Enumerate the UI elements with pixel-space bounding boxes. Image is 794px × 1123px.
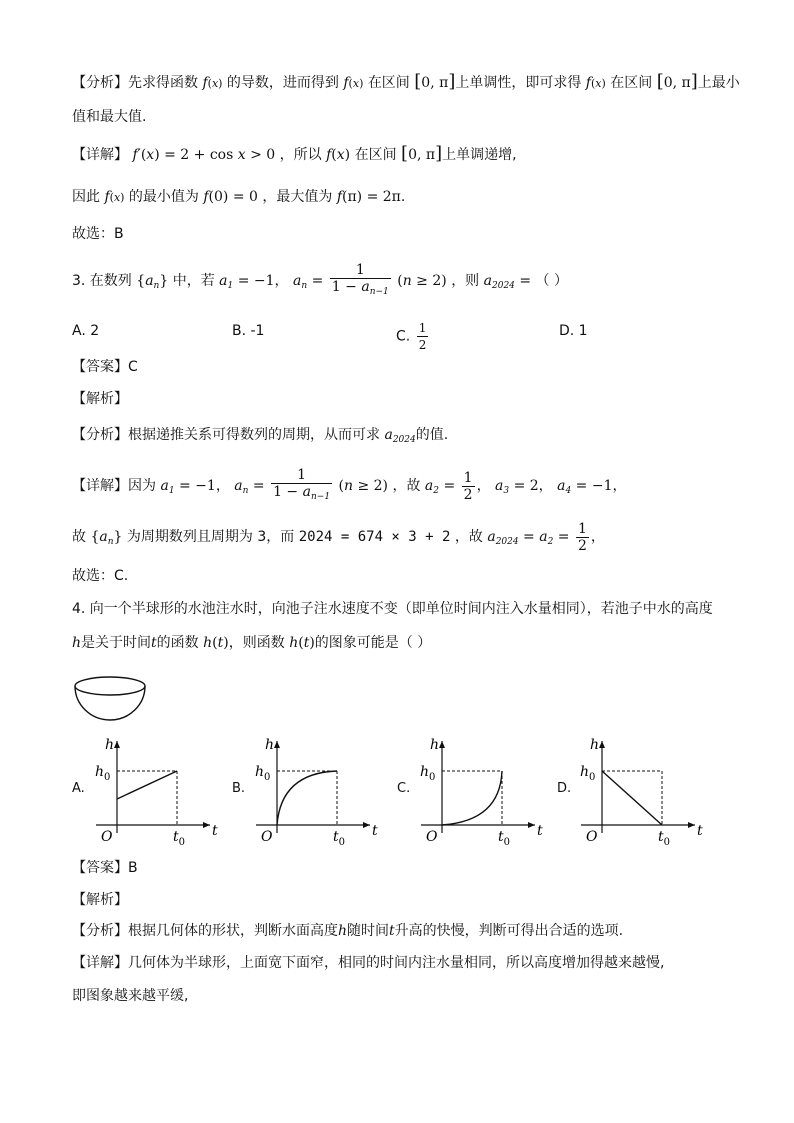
q4-stem-line1: 4. 向一个半球形的水池注水时，向池子注水速度不变（即单位时间内注入水量相同），若池子中水的高度 [72,601,713,617]
q3-option-a[interactable]: A. 2 [72,323,100,339]
t0-label: $t_0$ [658,829,671,848]
t0-label: $t_0$ [333,829,346,848]
h0-label: $h_0$ [95,764,111,783]
graph-option-label-d[interactable]: D. [557,781,572,796]
x-axis-arrow [688,822,695,828]
q3-detail: 【详解】因为 $a_1 = -1$， $a_n$ = $\frac{1}{1 - a_{n-1}}$ (n ≥ 2) ，故 $a_2$ = $\frac{1}{2}$ ， $a_3 = 2$， $a_4 = -1$， [72,467,734,509]
t0-label: $t_0$ [498,829,511,848]
y-axis-label: h [265,737,275,753]
q2-choice: 故选：B [72,226,124,242]
x-axis-label: t [372,823,378,839]
y-axis-label: h [430,737,440,753]
t0-label: $t_0$ [173,829,186,848]
q3-option-c[interactable]: C. $\frac{1}{2}$ [396,321,427,352]
q4-detail-line1: 【详解】几何体为半球形，上面宽下面窄，相同的时间内注水量相同，所以高度增加得越来越慢, [72,955,665,971]
q4-stem-line2: h是关于时间t的函数 h(t)，则函数 h(t)的图象可能是（ ） [72,635,432,651]
h-of-t-curve [602,771,662,825]
y-axis-arrow [599,741,605,748]
q2-analysis-line1: 【分析】先求得函数 f(x) 的导数，进而得到 f(x) 在区间 [0, π]上单调性，即可求得 f(x) 在区间 [0, π]上最小 [72,71,740,92]
h-of-t-curve [277,771,337,825]
x-axis-label: t [697,823,703,839]
q4-analysis-head: 【解析】 [72,892,128,908]
q3-options [72,320,734,352]
y-axis-arrow [274,741,280,748]
q3-analysis-head: 【解析】 [72,391,128,407]
graph-option-c [407,733,552,848]
graph-option-a [82,733,227,848]
bowl-rim [75,677,145,695]
q3-stem: 3. 在数列 $\{a_n\}$ 中，若 $a_1 = -1$， $a_n$ = $\frac{1}{1 - a_{n-1}}$ (n ≥ 2) ，则 $a_{2024}$ = （ ） [72,262,734,303]
graph-option-label-c[interactable]: C. [397,781,411,796]
bowl-body [75,686,145,720]
graph-option-b [242,733,387,848]
graph-option-d [567,733,712,848]
graph-option-label-b[interactable]: B. [232,781,246,796]
q3-period: 故 $\{a_n\}$ 为周期数列且周期为 3，而 2024 = 674 × 3 + 2 ，故 $a_{2024} = a_2$ = $\frac{1}{2}$ ， [72,520,605,554]
x-axis-arrow [528,822,535,828]
q3-answer: 【答案】C [72,359,138,375]
x-axis-arrow [363,822,370,828]
q4-detail-line2: 即图象越来越平缓, [72,988,189,1004]
q4-analysis: 【分析】根据几何体的形状，判断水面高度h随时间t升高的快慢，判断可得出合适的选项. [72,923,624,939]
hemisphere-bowl-figure [72,672,152,724]
origin-label: O [101,829,113,845]
h-of-t-curve [117,771,177,799]
origin-label: O [426,829,438,845]
x-axis-arrow [203,822,210,828]
h-of-t-curve [442,771,502,825]
origin-label: O [261,829,273,845]
x-axis-label: t [537,823,543,839]
y-axis-arrow [439,741,445,748]
q3-option-d[interactable]: D. 1 [559,323,588,339]
q3-option-b[interactable]: B. -1 [232,323,265,339]
h0-label: $h_0$ [580,764,596,783]
graph-option-label-a[interactable]: A. [72,781,85,796]
q3-choice: 故选：C. [72,568,129,584]
q2-analysis-line2: 值和最大值. [72,109,147,125]
q4-answer: 【答案】B [72,860,138,876]
origin-label: O [586,829,598,845]
x-axis-label: t [212,823,218,839]
q3-analysis: 【分析】根据递推关系可得数列的周期，从而可求 $a_{2024}$的值. [72,427,449,445]
h0-label: $h_0$ [255,764,271,783]
h0-label: $h_0$ [420,764,436,783]
y-axis-label: h [105,737,115,753]
q2-detail-line1: 【详解】 f′(x) = 2 + cos x > 0 ，所以 f(x) 在区间 [0, π]上单调递增, [72,143,517,164]
q2-detail-line2: 因此 f(x) 的最小值为 f(0) = 0 ，最大值为 f(π) = 2π. [72,189,406,205]
y-axis-label: h [590,737,600,753]
y-axis-arrow [114,741,120,748]
